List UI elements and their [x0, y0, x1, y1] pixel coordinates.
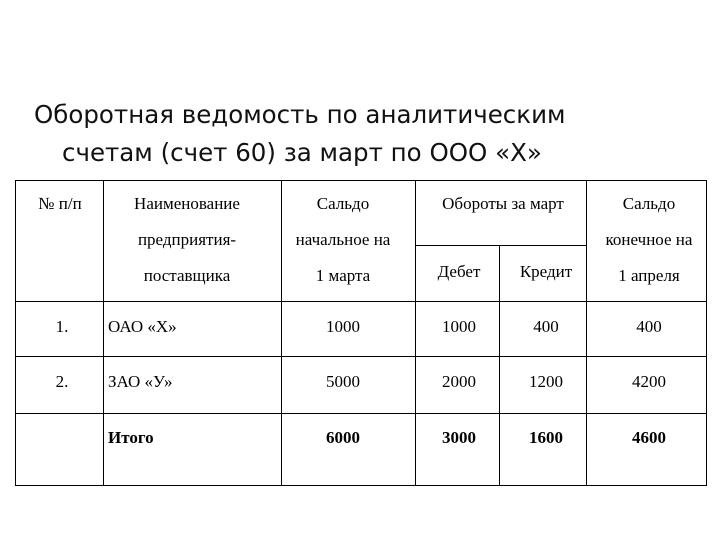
row-saldo-end: 4200	[632, 372, 666, 391]
col-divider-2	[281, 181, 282, 485]
total-credit: 1600	[529, 428, 563, 447]
header-saldo-end-line-3: 1 апреля	[618, 266, 680, 285]
title-line-2: счетам (счет 60) за март по ООО «Х»	[62, 138, 542, 167]
header-saldo-end-line-1: Сальдо	[622, 194, 676, 213]
row-num: 1.	[55, 317, 69, 336]
header-saldo-start-line-1: Сальдо	[316, 194, 370, 213]
row-debit: 2000	[442, 372, 476, 391]
total-saldo-end: 4600	[632, 428, 666, 447]
header-debit: Дебет	[437, 262, 481, 281]
col-divider-3	[415, 181, 416, 485]
row-saldo-start: 1000	[326, 317, 360, 336]
row-name: ОАО «Х»	[108, 317, 177, 336]
header-bottom-line	[16, 301, 706, 302]
row-debit: 1000	[442, 317, 476, 336]
col-divider-1	[103, 181, 104, 485]
col-divider-4	[499, 245, 500, 485]
row-name: ЗАО «У»	[108, 372, 173, 391]
total-label: Итого	[108, 428, 154, 447]
turnover-table	[15, 180, 707, 486]
row-credit: 400	[533, 317, 559, 336]
row-credit: 1200	[529, 372, 563, 391]
header-saldo-start-line-2: начальное на	[295, 230, 391, 249]
header-credit: Кредит	[519, 262, 573, 281]
total-saldo-start: 6000	[326, 428, 360, 447]
header-turnover: Обороты за март	[442, 194, 564, 213]
row-num: 2.	[55, 372, 69, 391]
header-num: № п/п	[38, 194, 82, 213]
col-divider-5	[586, 181, 587, 485]
row-saldo-end: 400	[636, 317, 662, 336]
row-2-bottom-line	[16, 413, 706, 414]
title-line-1: Оборотная ведомость по аналитическим	[34, 100, 566, 129]
header-name-line-2: предприятия-	[137, 230, 237, 249]
row-1-bottom-line	[16, 356, 706, 357]
header-saldo-start-line-3: 1 марта	[315, 266, 371, 285]
document-title	[34, 96, 674, 172]
header-name-line-1: Наименование	[134, 194, 240, 213]
header-saldo-end-line-2: конечное на	[605, 230, 693, 249]
total-debit: 3000	[442, 428, 476, 447]
row-saldo-start: 5000	[326, 372, 360, 391]
turnover-subheader-line	[415, 245, 586, 246]
header-name-line-3: поставщика	[143, 266, 231, 285]
